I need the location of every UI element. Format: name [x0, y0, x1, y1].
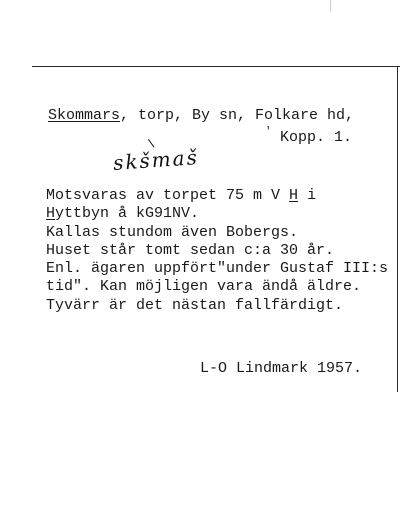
header-line — [48, 106, 354, 125]
body-line: Kallas stundom även Bobergs. — [46, 223, 299, 241]
body-line: Enl. ägaren uppfört"under Gustaf III:s — [46, 260, 389, 278]
card-body — [46, 187, 388, 315]
card-border-right — [397, 66, 398, 392]
place-name: Skommars — [48, 107, 121, 124]
body-line: Hyttbyn å kG91NV. — [46, 205, 200, 223]
signature: L-O Lindmark 1957. — [200, 360, 363, 377]
place-description: , torp, By sn, Folkare hd, — [120, 107, 355, 124]
map-sheet: Kopp. 1. — [280, 129, 353, 146]
card-border-top — [32, 66, 400, 67]
body-line: Motsvaras av torpet 75 m V H i — [46, 187, 317, 204]
body-line: tid". Kan möjligen vara ändå äldre. — [46, 278, 362, 296]
tick-mark: ' — [265, 126, 272, 138]
handwritten-form: skšmaš — [112, 145, 200, 175]
scan-artifact — [330, 0, 331, 12]
handwritten-accent-mark — [148, 134, 161, 147]
body-line: Huset står tomt sedan c:a 30 år. — [46, 241, 335, 259]
body-line: Tyvärr är det nästan fallfärdigt. — [46, 296, 344, 314]
